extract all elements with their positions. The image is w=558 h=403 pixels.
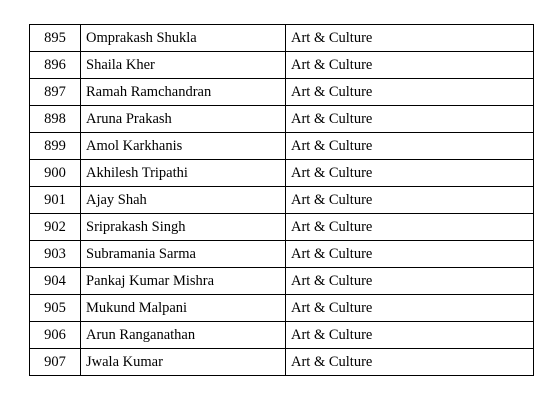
name-cell: Arun Ranganathan: [81, 322, 286, 349]
table-row: [30, 79, 534, 106]
table-row: [30, 268, 534, 295]
serial-number-cell: 904: [30, 268, 81, 295]
serial-number-cell: 896: [30, 52, 81, 79]
name-cell: Sriprakash Singh: [81, 214, 286, 241]
name-cell: Shaila Kher: [81, 52, 286, 79]
field-cell: Art & Culture: [286, 187, 534, 214]
serial-number-cell: 907: [30, 349, 81, 376]
name-cell: Mukund Malpani: [81, 295, 286, 322]
field-cell: Art & Culture: [286, 79, 534, 106]
field-cell: Art & Culture: [286, 106, 534, 133]
field-cell: Art & Culture: [286, 214, 534, 241]
serial-number-cell: 895: [30, 25, 81, 52]
table-row: [30, 52, 534, 79]
field-cell: Art & Culture: [286, 268, 534, 295]
field-cell: Art & Culture: [286, 349, 534, 376]
serial-number-cell: 906: [30, 322, 81, 349]
serial-number-cell: 902: [30, 214, 81, 241]
serial-number-cell: 900: [30, 160, 81, 187]
data-table: [29, 24, 534, 376]
serial-number-cell: 898: [30, 106, 81, 133]
name-cell: Pankaj Kumar Mishra: [81, 268, 286, 295]
serial-number-cell: 903: [30, 241, 81, 268]
table-row: [30, 349, 534, 376]
table-row: [30, 295, 534, 322]
serial-number-cell: 901: [30, 187, 81, 214]
name-cell: Omprakash Shukla: [81, 25, 286, 52]
table-body: [30, 25, 534, 376]
field-cell: Art & Culture: [286, 52, 534, 79]
serial-number-cell: 899: [30, 133, 81, 160]
table-row: [30, 241, 534, 268]
table-row: [30, 25, 534, 52]
table-row: [30, 187, 534, 214]
serial-number-cell: 905: [30, 295, 81, 322]
table-row: [30, 214, 534, 241]
field-cell: Art & Culture: [286, 241, 534, 268]
table-row: [30, 133, 534, 160]
name-cell: Amol Karkhanis: [81, 133, 286, 160]
name-cell: Akhilesh Tripathi: [81, 160, 286, 187]
field-cell: Art & Culture: [286, 25, 534, 52]
table-row: [30, 322, 534, 349]
table-row: [30, 160, 534, 187]
field-cell: Art & Culture: [286, 322, 534, 349]
field-cell: Art & Culture: [286, 160, 534, 187]
field-cell: Art & Culture: [286, 133, 534, 160]
name-cell: Ramah Ramchandran: [81, 79, 286, 106]
field-cell: Art & Culture: [286, 295, 534, 322]
table-row: [30, 106, 534, 133]
name-cell: Ajay Shah: [81, 187, 286, 214]
name-cell: Subramania Sarma: [81, 241, 286, 268]
name-cell: Jwala Kumar: [81, 349, 286, 376]
name-cell: Aruna Prakash: [81, 106, 286, 133]
serial-number-cell: 897: [30, 79, 81, 106]
